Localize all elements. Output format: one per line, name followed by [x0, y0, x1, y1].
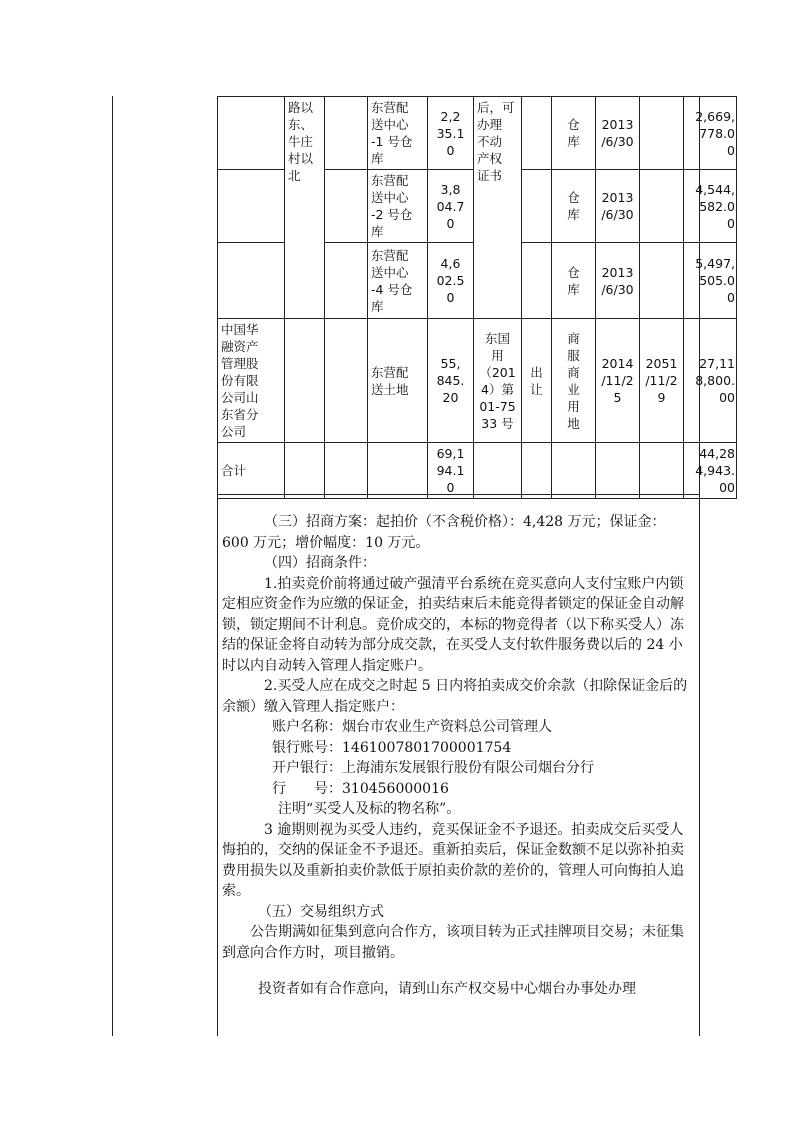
- method-cell: [522, 170, 552, 243]
- total-area: 69,1 94.1 0: [428, 443, 474, 499]
- trade-title: （五）交易组织方式: [258, 903, 384, 920]
- use-cell: 商 服 商 业 用 地: [552, 319, 596, 443]
- end-date-cell: [640, 170, 684, 243]
- method-cell: [522, 243, 552, 319]
- account-note: 注明“买受人及标的物名称”。: [278, 801, 461, 817]
- location-cell: [285, 319, 325, 443]
- bank-code: 行 号：310456000016: [272, 780, 449, 797]
- asset-name-cell: 东营配 送中心 -4 号仓 库: [368, 243, 428, 319]
- asset-name-cell: 东营配 送中心 -2 号仓 库: [368, 170, 428, 243]
- area-cell: 4,6 02.5 0: [428, 243, 474, 319]
- owner-cell: [218, 170, 285, 243]
- use-cell: 仓 库: [552, 243, 596, 319]
- end-date-cell: [640, 243, 684, 319]
- price-cell: 4,544, 582.0 0: [684, 170, 737, 243]
- start-date-cell: 2014 /11/2 5: [596, 319, 640, 443]
- total-label: 合计: [218, 443, 285, 499]
- start-date-cell: 2013 /6/30: [596, 170, 640, 243]
- start-date-cell: 2013 /6/30: [596, 243, 640, 319]
- account-number: 银行账号：1461007801700001754: [272, 739, 512, 756]
- account-name: 账户名称：烟台市农业生产资料总公司管理人: [272, 719, 552, 735]
- account-bank: 开户银行：上海浦东发展银行股份有限公司烟台分行: [272, 760, 594, 776]
- asset-name-cell: 东营配 送土地: [368, 319, 428, 443]
- table-row: [218, 319, 737, 443]
- method-cell: [522, 97, 552, 170]
- condition-1: 1.拍卖竞价前将通过破产强清平台系统在竞买意向人支付宝账户内锁定相应资金作为应缴的保证金，拍卖结束后未能竞得者锁定的保证金自动解锁，锁定期间不计利息。竞价成交的，本标的物竞得者（以下称买受人）冻结的保证金将自动转为部分成交款，在买受人支付软件服务费以后的 24 小时以内自动转入管理人指定账户。: [222, 575, 684, 674]
- owner-cell: 中国华 融资产 管理股 份有限 公司山 东省分 公司: [218, 319, 285, 443]
- owner-cell: [218, 243, 285, 319]
- table-row: [218, 97, 737, 170]
- conditions-title: （四）招商条件：: [264, 555, 376, 571]
- price-cell: 27,11 8,800. 00: [684, 319, 737, 443]
- use-cell: 仓 库: [552, 97, 596, 170]
- total-price: 44,28 4,943. 00: [684, 443, 737, 499]
- method-cell: 出 让: [522, 319, 552, 443]
- certificate-cell: 东国 用 （201 4）第 01-75 33 号: [474, 319, 522, 443]
- area-cell: 2,2 35.1 0: [428, 97, 474, 170]
- contact-paragraph: 投资者如有合作意向，请到山东产权交易中心烟台办事处办理: [258, 981, 636, 997]
- area-cell: 3,8 04.7 0: [428, 170, 474, 243]
- certificate-cell: 后，可 办理 不动 产权 证书: [474, 97, 522, 319]
- price-cell: 5,497, 505.0 0: [684, 243, 737, 319]
- body-text: [222, 512, 692, 1000]
- asset-name-cell: 东营配 送中心 -1 号仓 库: [368, 97, 428, 170]
- condition-2: 2.买受人应在成交之时起 5 日内将拍卖成交价余款（扣除保证金后的余额）缴入管理人指定账户：: [222, 678, 688, 715]
- price-cell: 2,669, 778.0 0: [684, 97, 737, 170]
- start-date-cell: 2013 /6/30: [596, 97, 640, 170]
- end-date-cell: [640, 97, 684, 170]
- location-cell: 路以 东、 牛庄 村以 北: [285, 97, 325, 319]
- area-cell: 55, 845. 20: [428, 319, 474, 443]
- use-cell: 仓 库: [552, 170, 596, 243]
- end-date-cell: 2051 /11/2 9: [640, 319, 684, 443]
- owner-cell: [218, 97, 285, 170]
- condition-3: 3 逾期则视为买受人违约，竞买保证金不予退还。拍卖成交后买受人悔拍的，交纳的保证金不予退还。重新拍卖后，保证金数额不足以弥补拍卖费用损失以及重新拍卖价款低于原拍卖价款的差价的，管理人可向悔拍人追索。: [222, 821, 684, 899]
- total-row: [218, 443, 737, 499]
- trade-paragraph: 公告期满如征集到意向合作方，该项目转为正式挂牌项目交易；未征集到意向合作方时，项目撤销。: [222, 924, 684, 961]
- asset-table: [217, 96, 737, 499]
- scheme-paragraph: （三）招商方案：起拍价（不含税价格）：4,428 万元；保证金：600 万元；增价幅度：10 万元。: [222, 514, 666, 551]
